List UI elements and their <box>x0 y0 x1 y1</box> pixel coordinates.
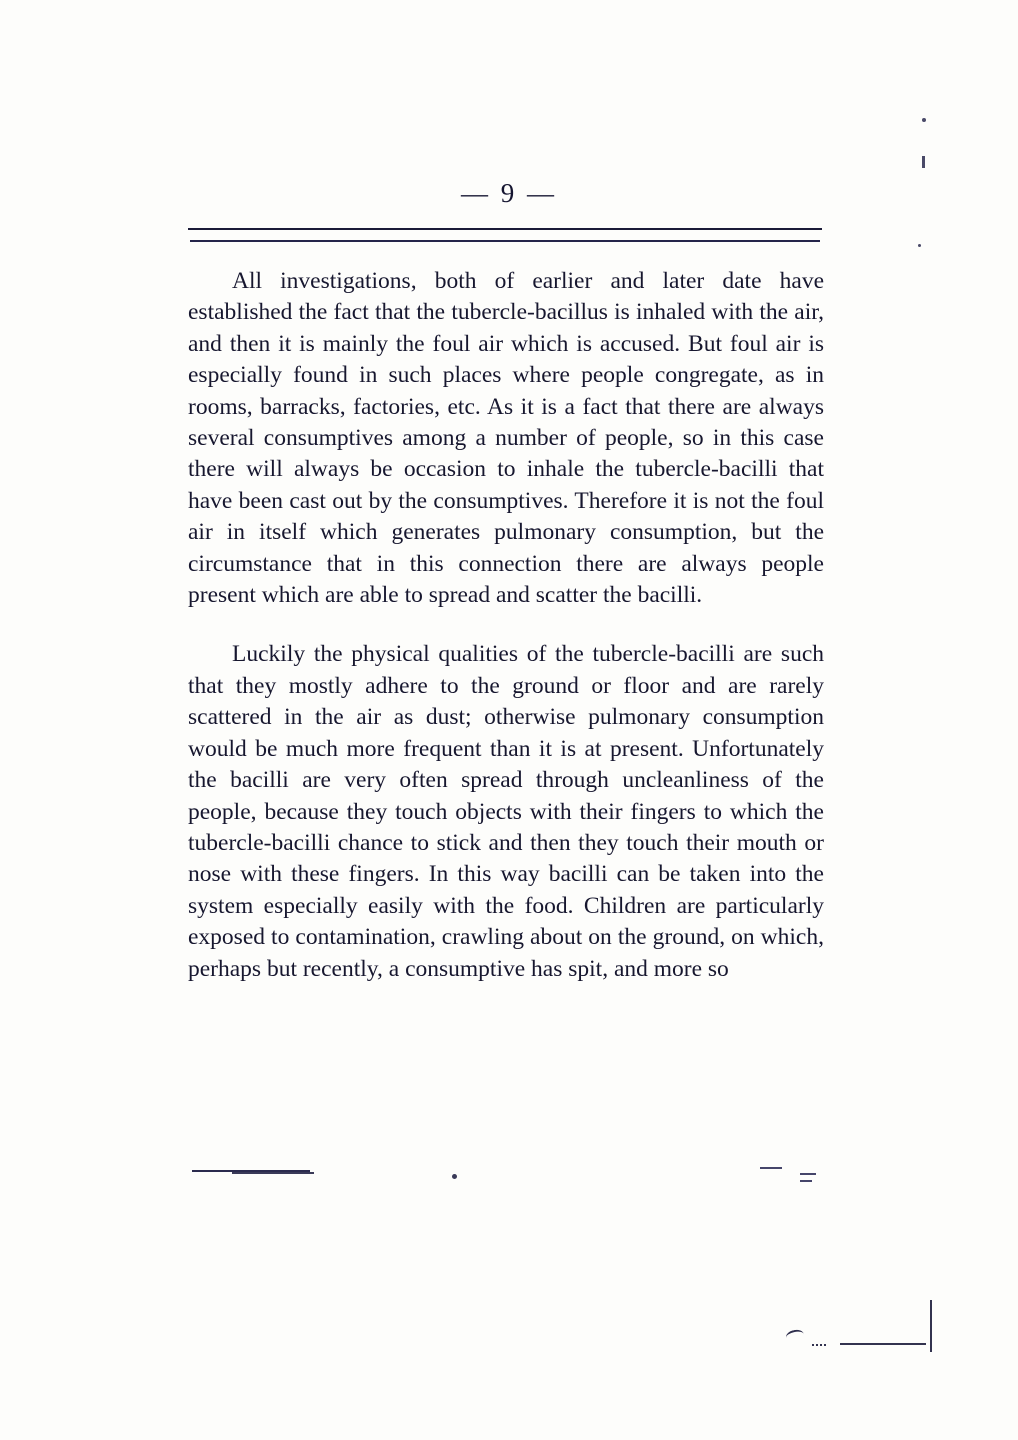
scan-artifact-dots <box>812 1344 826 1346</box>
scan-artifact-dash <box>800 1173 816 1175</box>
scan-artifact-mark <box>922 156 925 168</box>
scan-artifact-dash <box>760 1167 782 1169</box>
paragraph: Luckily the physical qualities of the tubercle-bacilli are such that they mostly adhere to the ground or floor and are rarely scattered in the air as dust; otherwise pulmonary consumption would be much more frequent than it is at present. Unfortunately the bacilli are very often spread through uncleanliness of the people, because they touch objects with their fingers to which the tubercle-bacilli chance to stick and then they touch their mouth or nose with these fingers. In this way bacilli can be taken into the system especially easily with the food. Children are particularly exposed to contamination, crawling about on the ground, on which, perhaps but recently, a consumptive has spit, and more so <box>188 641 824 982</box>
paragraph: All investigations, both of earlier and later date have established the fact that the tubercle-bacillus is inhaled with the air, and then it is mainly the foul air which is accused. But foul air is especially found in such places where people congregate, as in rooms, barracks, factories, etc. As it is a fact that there are always several consumptives among a number of people, so in this case there will always be occasion to inhale the tubercle-bacilli that have been cast out by the consumptives. Therefore it is not the foul air in itself which generates pulmonary consumption, but the circumstance that in this connection there are always people present which are able to spread and scatter the bacilli. <box>188 268 824 609</box>
page-text-block <box>188 266 824 985</box>
header-rule-lower <box>190 240 820 242</box>
scan-artifact-mark <box>918 244 921 247</box>
scan-artifact-mark <box>922 118 926 122</box>
scan-artifact-dash <box>800 1180 812 1182</box>
scan-artifact-squiggle <box>785 1328 805 1343</box>
scan-artifact-edge-line <box>930 1300 932 1352</box>
page-number: — 9 — <box>461 178 557 208</box>
scan-artifact-edge-line <box>840 1343 926 1345</box>
scan-artifact-dot <box>452 1174 457 1179</box>
footer-rule-left-secondary <box>232 1172 314 1174</box>
header-rule-upper <box>188 228 822 230</box>
